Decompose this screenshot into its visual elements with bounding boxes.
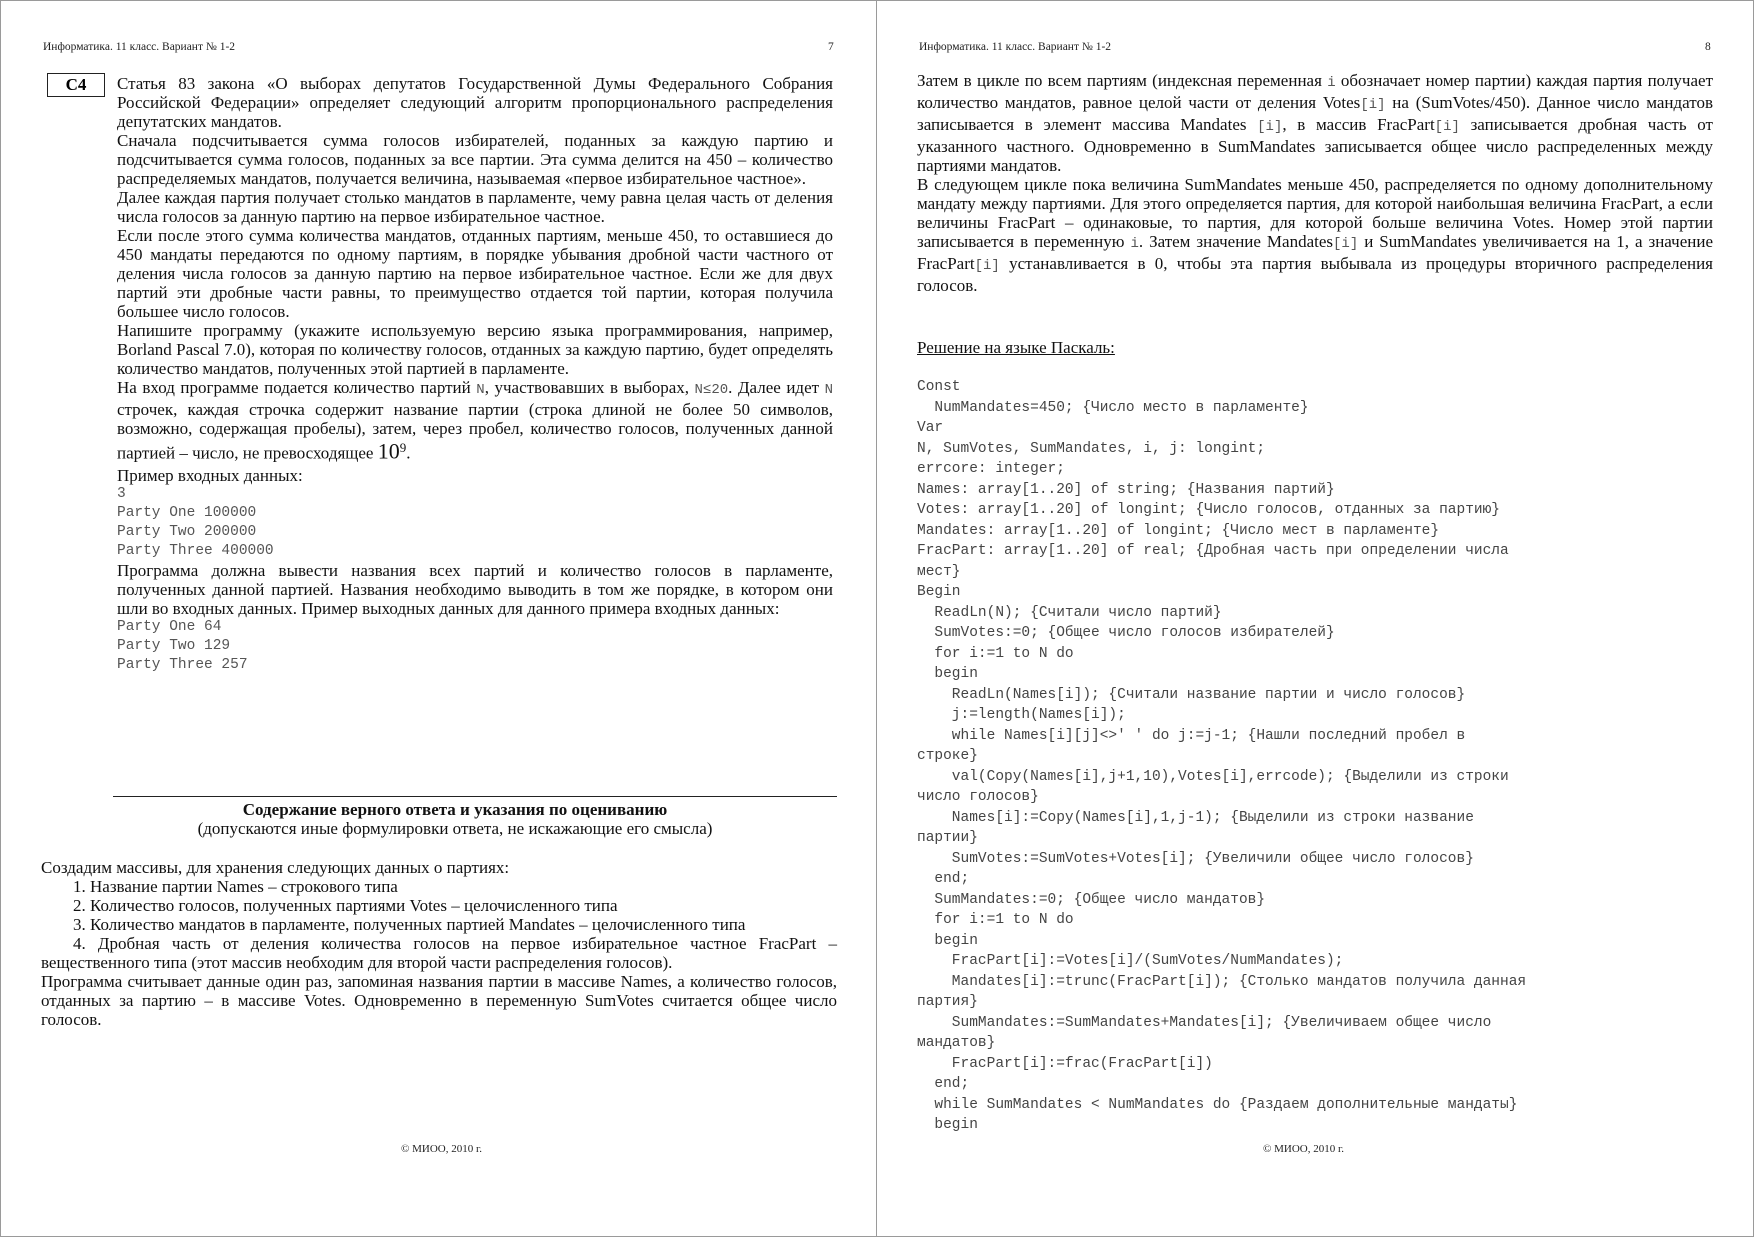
page-number: 7 — [828, 41, 834, 53]
code-line: Names: array[1..20] of string; {Названия партий} — [917, 481, 1335, 498]
task-paragraph: Если после этого сумма количества мандатов, отданных партиям, меньше 450, то оставшиеся до 450 мандаты передаются по одному партиям, в порядке убывания дробной части частного от деления числа голосов за данную партию на первое избирательное частное. Если же для двух партий эти дробные части равны, то преимущество отдается той партии, которая получила большее число голосов. — [117, 226, 833, 321]
code-line: Begin — [917, 584, 961, 600]
code-line: begin — [917, 666, 978, 682]
text-run: обозначает номер партии) каждая партия получает количество мандатов, равное целой части от деления Votes — [917, 71, 1713, 112]
code-line: begin — [917, 932, 978, 949]
page-header: Информатика. 11 класс. Вариант № 1-2 — [919, 41, 1112, 53]
code-line: мандатов} — [917, 1035, 996, 1051]
code-line: NumMandates=450; {Число место в парламенте} — [917, 399, 1309, 416]
code-line: число голосов} — [917, 789, 1039, 805]
example-output-line: Party One 64 — [117, 618, 222, 635]
list-item: 1. Название партии Names – строкового типа — [73, 877, 398, 896]
text-run: Затем в цикле по всем партиям (индексная переменная — [917, 71, 1328, 90]
code-line: FracPart[i]:=frac(FracPart[i]) — [917, 1055, 1213, 1072]
list-item: 3. Количество мандатов в парламенте, полученных партией Mandates – целочисленного типа — [73, 915, 746, 934]
example-output-block — [117, 618, 833, 675]
answer-body — [41, 858, 837, 1029]
right-page — [876, 0, 1754, 1237]
text-run: записывается дробная часть от указанного частного. Одновременно в SumMandates записывается общее число распределенных между партиями мандатов. — [917, 115, 1713, 175]
answer-subtitle: (допускаются иные формулировки ответа, не искажающие его смысла) — [197, 819, 713, 838]
code-listing — [917, 377, 1717, 1136]
inline-code: N≤20 — [694, 382, 729, 398]
answer-title: Содержание верного ответа и указания по оцениванию — [242, 800, 668, 819]
code-line: Mandates: array[1..20] of longint; {Число мест в парламенте} — [917, 522, 1440, 539]
inline-code: [i] — [1434, 119, 1460, 135]
example-input-line: Party Three 400000 — [117, 542, 274, 559]
text-run: устанавливается в 0, чтобы эта партия выбывала из процедуры вторичного распределения голосов. — [917, 254, 1713, 295]
text-run: и SumMandates увеличивается на 1, а значение FracPart — [917, 232, 1713, 273]
code-line: end; — [917, 871, 970, 887]
inline-code: [i] — [1257, 119, 1283, 135]
code-line: errcore: integer; — [917, 461, 1065, 477]
code-line: FracPart[i]:=Votes[i]/(SumVotes/NumMandates); — [917, 953, 1344, 969]
inline-code: [i] — [974, 258, 1000, 274]
code-line: for i:=1 to N do — [917, 645, 1074, 662]
explanation-paragraph — [917, 175, 1713, 295]
example-input-line: 3 — [117, 485, 126, 502]
example-input-block — [117, 485, 833, 561]
page-header: Информатика. 11 класс. Вариант № 1-2 — [43, 41, 236, 53]
code-line: while SumMandates < NumMandates do {Раздаем дополнительные мандаты} — [917, 1096, 1518, 1113]
explanation — [917, 71, 1713, 295]
program-description: Программа считывает данные один раз, запоминая названия партии в массиве Names, а количество голосов, отданных за партию – в массиве Votes. Одновременно в переменную SumVotes считается общее число голосов. — [41, 972, 837, 1029]
code-line: ReadLn(N); {Считали число партий} — [917, 604, 1222, 621]
code-line: SumMandates:=0; {Общее число мандатов} — [917, 891, 1266, 908]
page-footer: © МИОО, 2010 г. — [1263, 1143, 1344, 1155]
code-line: Const — [917, 379, 961, 395]
example-input-line: Party One 100000 — [117, 504, 257, 521]
left-page — [0, 0, 878, 1237]
task-label: С4 — [47, 73, 105, 97]
code-line: N, SumVotes, SumMandates, i, j: longint; — [917, 440, 1266, 457]
task-statement — [117, 74, 833, 675]
code-line: end; — [917, 1076, 970, 1092]
code-line: партии} — [917, 830, 978, 846]
code-line: строке} — [917, 748, 978, 764]
list-item: 4. Дробная часть от деления количества голосов на первое избирательное частное FracPart – вещественного типа (этот массив необходим для второй части распределения голосов). — [41, 934, 837, 972]
inline-code: [i] — [1360, 97, 1386, 113]
text-run: , участвовавших в выборах, — [484, 378, 695, 397]
code-line: FracPart: array[1..20] of real; {Дробная часть при определении числа — [917, 543, 1509, 559]
text-run: . Затем значение Mandates — [1138, 232, 1334, 251]
code-line: Mandates[i]:=trunc(FracPart[i]); {Столько мандатов получила данная — [917, 973, 1527, 990]
inline-code: N — [476, 382, 485, 398]
text-run: . — [406, 443, 411, 463]
inline-code: N — [824, 382, 833, 398]
code-line: for i:=1 to N do — [917, 912, 1074, 928]
arrays-intro: Создадим массивы, для хранения следующих данных о партиях: — [41, 858, 510, 877]
code-line: Names[i]:=Copy(Names[i],1,j-1); {Выделили из строки название — [917, 809, 1474, 826]
code-line: Votes: array[1..20] of longint; {Число голосов, отданных за партию} — [917, 502, 1500, 518]
input-description — [117, 378, 833, 463]
code-line: партия} — [917, 994, 978, 1010]
code-line: Var — [917, 420, 944, 436]
example-output-line: Party Three 257 — [117, 656, 248, 673]
page-footer: © МИОО, 2010 г. — [401, 1143, 482, 1155]
section-divider — [113, 796, 837, 797]
code-line: begin — [917, 1117, 978, 1133]
code-line: ReadLn(Names[i]); {Считали название партии и число голосов} — [917, 686, 1466, 703]
page-number: 8 — [1705, 41, 1711, 53]
code-line: j:=length(Names[i]); — [917, 707, 1126, 723]
code-line: SumVotes:=SumVotes+Votes[i]; {Увеличили общее число голосов} — [917, 850, 1474, 867]
text-run: на (SumVotes/450). Данное число мандатов записывается в элемент массива Mandates — [917, 93, 1714, 134]
inline-code: i — [1327, 75, 1336, 91]
inline-code: [i] — [1333, 236, 1359, 252]
example-input-label: Пример входных данных: — [117, 465, 303, 485]
code-line: мест} — [917, 563, 961, 580]
power-base: 10 — [377, 438, 400, 464]
task-paragraph: Напишите программу (укажите используемую версию языка программирования, например, Borland Pascal 7.0), которая по количеству голосов, отданных за каждую партию, будет определять количество мандатов, полученных этой партией в парламенте. — [117, 321, 833, 378]
task-paragraph: Далее каждая партия получает столько мандатов в парламенте, чему равна целая часть от деления числа голосов за данную партию на первое избирательное частное. — [117, 188, 833, 226]
output-description: Программа должна вывести названия всех партий и количество голосов в парламенте, полученных данной партией. Названия необходимо выводить в том же порядке, в котором они шли во входных данных. Пример выходных данных для данного примера входных данных: — [117, 560, 833, 618]
explanation-paragraph — [917, 71, 1713, 175]
arrays-list — [41, 877, 837, 972]
solution-title: Решение на языке Паскаль: — [917, 338, 1115, 357]
text-run: . Далее идет — [728, 378, 825, 397]
code-line: SumVotes:=0; {Общее число голосов избирателей} — [917, 625, 1335, 641]
task-paragraph: Сначала подсчитывается сумма голосов избирателей, поданных за каждую партию и подсчитывается сумма голосов, поданных за все партии. Эта сумма делится на 450 – количество распределяемых мандатов, получается величина, называемая «первое избирательное частное». — [117, 131, 833, 188]
example-output-line: Party Two 129 — [117, 637, 231, 654]
text-run: строчек, каждая строчка содержит название партии (строка длиной не более 50 символов, возможно, содержащая пробелы), затем, через пробел, количество голосов, полученных данной партией – число, не превосходящее — [117, 400, 833, 463]
list-item: 2. Количество голосов, полученных партиями Votes – целочисленного типа — [73, 896, 618, 915]
text-run: , в массив FracPart — [1282, 115, 1435, 134]
text-run: В следующем цикле пока величина SumMandates меньше 450, распределяется по одному дополнительному мандату между партиями. Для этого определяется партия, для которой наибольшая величина FracPart, а если величины FracPart – одинаковые, то партия, для которой больше величина Votes. Номер этой партии записывается в переменную — [917, 175, 1713, 251]
task-paragraph: Статья 83 закона «О выборах депутатов Государственной Думы Федерального Собрания Российской Федерации» определяет следующий алгоритм пропорционального распределения депутатских мандатов. — [117, 74, 833, 131]
code-line: while Names[i][j]<>' ' do j:=j-1; {Нашли последний пробел в — [917, 727, 1466, 744]
code-line: SumMandates:=SumMandates+Mandates[i]; {Увеличиваем общее число — [917, 1014, 1492, 1031]
example-input-line: Party Two 200000 — [117, 523, 257, 540]
code-line: val(Copy(Names[i],j+1,10),Votes[i],errcode); {Выделили из строки — [917, 768, 1509, 785]
text-run: На вход программе подается количество партий — [117, 378, 477, 397]
inline-code: i — [1130, 236, 1139, 252]
power-exponent: 9 — [399, 440, 407, 455]
